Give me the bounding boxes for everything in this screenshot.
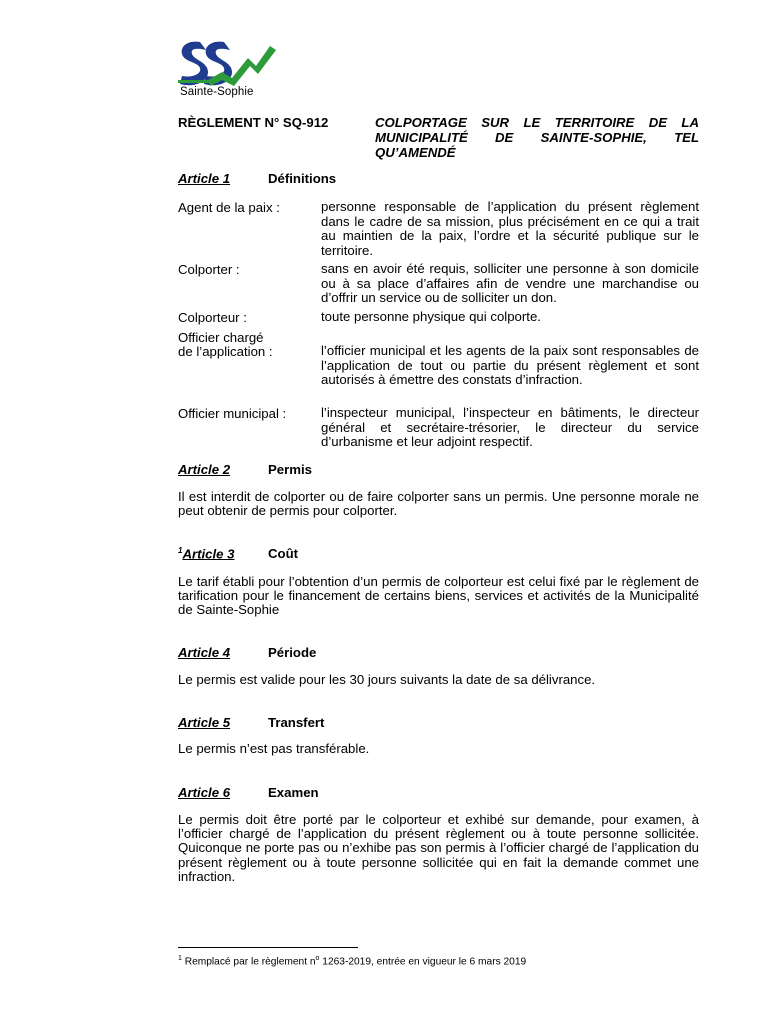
footnote-divider <box>178 947 358 948</box>
article-6-text: Le permis doit être porté par le colporteur et exhibé sur demande, pour examen, à l’officier chargé de l’application du présent règlement ou à toute personne sollicitée. Quiconque ne porte pas ou n’exhibe pas son permis à l’officier chargé de l’application du présent règlement ou à toute personne sollicitée qui en fait la demande commet une infraction. <box>178 812 699 884</box>
definition-officier-charge: l’officier municipal et les agents de la paix sont responsables de l’application de tout ou partie du présent règlement et sont autorisés à émettre des constats d’infraction. <box>321 343 699 387</box>
article-4-text: Le permis est valide pour les 30 jours suivants la date de sa délivrance. <box>178 672 596 687</box>
term-colporter: Colporter : <box>178 262 240 277</box>
article-2-heading: Permis <box>268 462 312 477</box>
article-3-label: $^1$Article 3 <box>178 546 235 562</box>
article-1-label: Article 1 <box>178 171 231 186</box>
definition-officier-municipal: l’inspecteur municipal, l’inspecteur en bâtiments, le directeur général et secrétaire-trésorier, le directeur du service d’urbanisme et leur adjoint respectif. <box>321 405 699 449</box>
term-officier-charge-line1: Officier chargé <box>178 330 264 345</box>
article-5-heading: Transfert <box>268 715 325 730</box>
article-6-heading: Examen <box>268 785 319 800</box>
definition-colporteur: toute personne physique qui colporte. <box>321 309 541 324</box>
regulation-number: RÈGLEMENT N° SQ-912 <box>178 115 329 130</box>
term-officier-charge-line2: de l’application : <box>178 344 273 359</box>
article-3-text: Le tarif établi pour l’obtention d’un permis de colporteur est celui fixé par le règlement de tarification pour le financement de certains biens, services et activités de la Municipalité de Sainte-Sophie <box>178 574 699 618</box>
logo-text: Sainte-Sophie <box>180 86 254 98</box>
article-4-heading: Période <box>268 645 317 660</box>
article-2-text: Il est interdit de colporter ou de faire colporter sans un permis. Une personne morale ne peut obtenir de permis pour colporter. <box>178 489 699 519</box>
term-agent-de-la-paix: Agent de la paix : <box>178 200 280 215</box>
term-officier-municipal: Officier municipal : <box>178 406 287 421</box>
footnote-ref: 1 <box>178 546 183 555</box>
article-5-text: Le permis n’est pas transférable. <box>178 741 370 756</box>
term-colporteur: Colporteur : <box>178 310 247 325</box>
article-5-label: Article 5 <box>178 715 231 730</box>
article-2-label: Article 2 <box>178 462 231 477</box>
regulation-title: COLPORTAGE SUR LE TERRITOIRE DE LA MUNICIPALITÉ DE SAINTE-SOPHIE, TEL QU’AMENDÉ <box>375 115 699 160</box>
definition-colporter: sans en avoir été requis, solliciter une personne à son domicile ou à sa place d’affaires afin de vendre une marchandise ou d’offrir un service ou de solliciter un don. <box>321 261 699 305</box>
article-6-label: Article 6 <box>178 785 231 800</box>
definition-agent-de-la-paix: personne responsable de l’application du présent règlement dans le cadre de sa mission, plus précisément en ce qui a trait au maintien de la paix, l’ordre et la sécurité publique sur le territoire. <box>321 199 699 258</box>
article-1-heading: Définitions <box>268 171 337 186</box>
article-4-label: Article 4 <box>178 645 231 660</box>
footnote: $^1$ Remplacé par le règlement n$^o$ 1263-2019, entrée en vigueur le 6 mars 2019 <box>178 955 527 968</box>
article-3-heading: Coût <box>268 546 299 561</box>
